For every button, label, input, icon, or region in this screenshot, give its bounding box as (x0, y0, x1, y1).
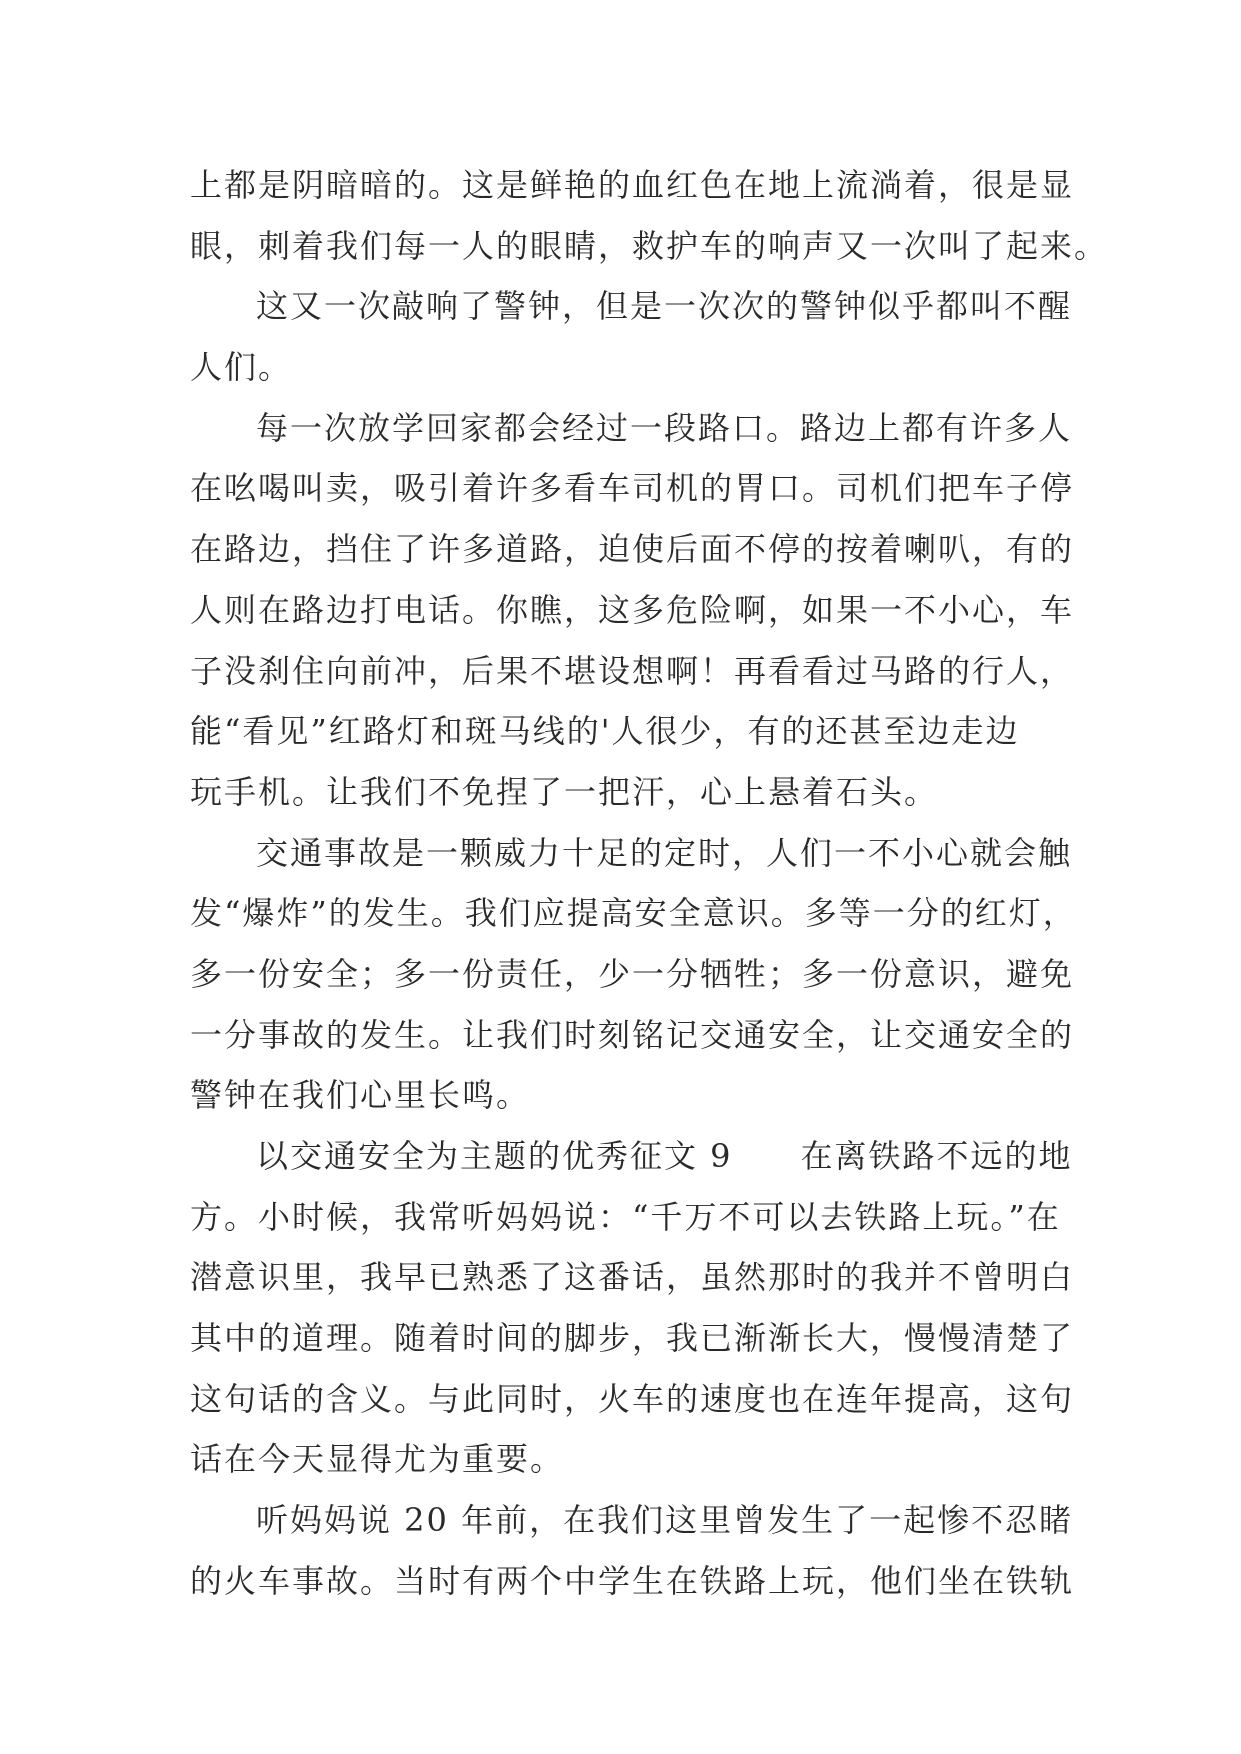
text-line: 交通事故是一颗威力十足的定时，人们一不小心就会触 (256, 833, 1073, 872)
text-line: 多一份安全；多一份责任，少一分牺牲；多一份意识，避免 (190, 954, 1075, 993)
text-line: 上都是阴暗暗的。这是鲜艳的血红色在地上流淌着，很是显 (190, 166, 1075, 204)
text-line: 子没刹住向前冲，后果不堪设想啊！再看看过马路的行人， (190, 651, 1075, 690)
text-line: 其中的道理。随着时间的脚步，我已渐渐长大，慢慢清楚了 (190, 1319, 1075, 1358)
text-line: 在路边，挡住了许多道路，迫使后面不停的按着喇叭，有的 (190, 530, 1075, 569)
text-line: 人则在路边打电话。你瞧，这多危险啊，如果一不小心，车 (190, 590, 1075, 629)
text-line: 方。小时候，我常听妈妈说：“千万不可以去铁路上玩。”在 (190, 1197, 1061, 1236)
text-line: 这句话的含义。与此同时，火车的速度也在连年提高，这句 (190, 1379, 1075, 1418)
text-line: 玩手机。让我们不免捏了一把汗，心上悬着石头。 (190, 772, 939, 811)
text-line: 的火车事故。当时有两个中学生在铁路上玩，他们坐在铁轨 (190, 1561, 1075, 1600)
text-line: 潜意识里，我早已熟悉了这番话，虽然那时的我并不曾明白 (190, 1258, 1075, 1297)
text-line: 听妈妈说 20 年前，在我们这里曾发生了一起惨不忍睹 (256, 1501, 1074, 1540)
body-text (190, 155, 1109, 1612)
text-line: 人们。 (190, 348, 293, 387)
text-line: 警钟在我们心里长鸣。 (190, 1076, 531, 1115)
text-line: 发“爆炸”的发生。我们应提高安全意识。多等一分的红灯， (190, 894, 1077, 933)
text-line: 眼，刺着我们每一人的眼睛，救护车的响声又一次叫了起来。 (190, 226, 1109, 265)
text-line: 在吆喝叫卖，吸引着许多看车司机的胃口。司机们把车子停 (190, 469, 1075, 508)
text-line: 以交通安全为主题的优秀征文 9 在离铁路不远的地 (256, 1137, 1073, 1175)
text-line: 这又一次敲响了警钟，但是一次次的警钟似乎都叫不醒 (256, 287, 1073, 326)
text-line: 每一次放学回家都会经过一段路口。路边上都有许多人 (256, 408, 1073, 447)
text-line: 话在今天显得尤为重要。 (190, 1440, 565, 1479)
text-line: 能“看见”红路灯和斑马线的'人很少，有的还甚至边走边 (190, 712, 1020, 751)
text-line: 一分事故的发生。让我们时刻铭记交通安全，让交通安全的 (190, 1015, 1075, 1054)
